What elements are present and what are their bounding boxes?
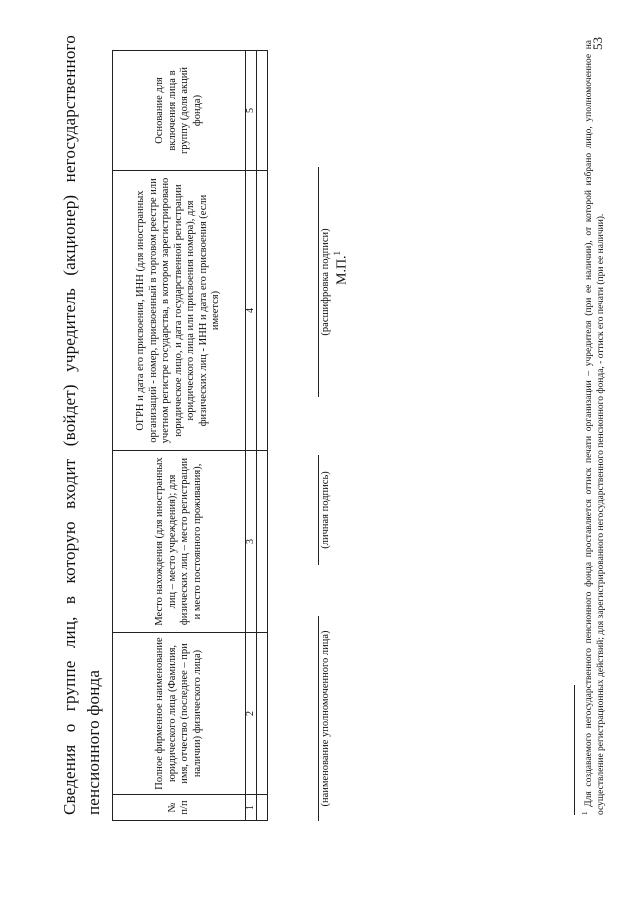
- footnote-ref: 1: [581, 811, 589, 815]
- signature-line-decode: [318, 167, 319, 397]
- table-cell: [257, 795, 268, 821]
- header-cell-ogrn: ОГРН и дата его присвоения, ИНН (для иностранных организаций - номер, присвоенный в торговом реестре или учетном регистре государства, в котором зарегистрировано юридическое лицо, и дата государственной регистрации юридического лица или присвоения номера), для физических лиц - ИНН и дата его присвоения (если имеется): [113, 171, 246, 451]
- header-cell-basis: Основание для включения лица в группу (доля акций фонда): [113, 51, 246, 171]
- footnote-divider: [574, 685, 575, 815]
- table-cell: [257, 451, 268, 633]
- column-number: 3: [246, 451, 257, 633]
- table-header-row: [113, 51, 246, 821]
- signature-line-sign: [318, 455, 319, 565]
- column-number: 2: [246, 633, 257, 795]
- group-table: [112, 50, 268, 821]
- column-number: 5: [246, 51, 257, 171]
- document-title: Сведения о группе лиц, в которую входит (войдет) учредитель (акционер) негосударственного пенсионного фонда: [60, 35, 103, 815]
- footnote: [580, 40, 607, 815]
- column-number: 4: [246, 171, 257, 451]
- signature-sign-label: (личная подпись): [320, 471, 331, 549]
- table-row-empty: [257, 51, 268, 821]
- signature-line-name: [318, 616, 319, 821]
- stamp-placeholder: [332, 251, 351, 285]
- footnote-text: Для создаваемого негосударственного пенсионного фонда проставляется оттиск печати организации – учредителя (при ее наличии), от которой избрано лицо, уполномоченное на осуществление регистрационных действий; для зарегистрированного негосударственного пенсионного фонда, - оттиск его печати (при ее наличии).: [584, 39, 606, 815]
- table-cell: [257, 171, 268, 451]
- table-cell: [257, 51, 268, 171]
- header-cell-location: Место нахождения (для иностранных лиц – место учреждения); для физических лиц – место регистрации и место постоянного проживания),: [113, 451, 246, 633]
- header-cell-number: № п/п: [113, 795, 246, 821]
- page-number: 53: [590, 37, 605, 50]
- table-cell: [257, 633, 268, 795]
- stamp-footnote-ref: 1: [332, 250, 342, 256]
- header-cell-name: Полное фирменное наименование юридического лица (Фамилия, имя, отчество (последнее – при наличии) физического лица): [113, 633, 246, 795]
- stamp-text: М.П.: [334, 255, 350, 285]
- signature-name-label: (наименование уполномоченного лица): [320, 630, 331, 807]
- column-number: 1: [246, 795, 257, 821]
- signature-decode-label: (расшифровка подписи): [320, 228, 331, 336]
- column-numbers-row: [246, 51, 257, 821]
